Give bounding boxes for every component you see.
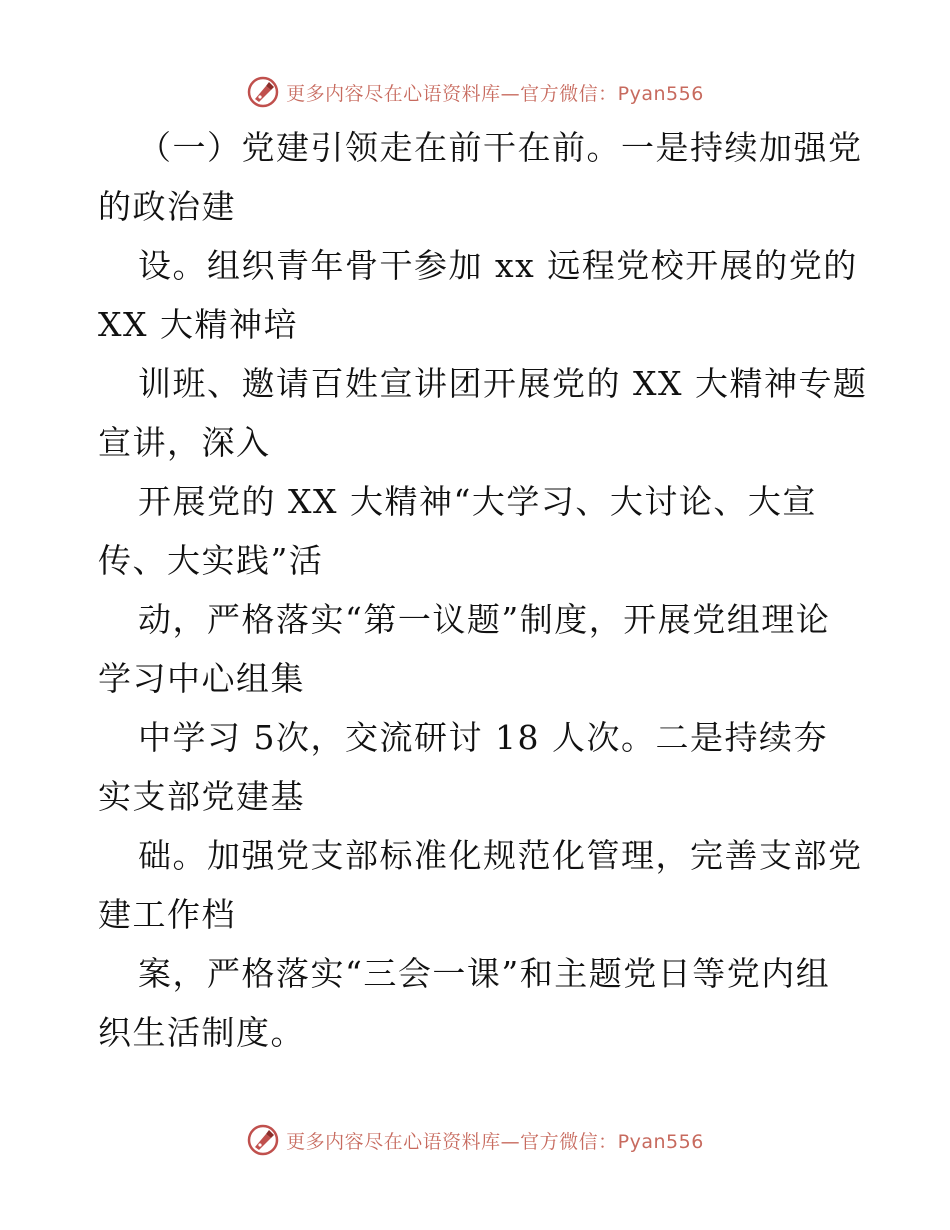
footer-watermark-text: 更多内容尽在心语资料库—官方微信：Pyan556	[286, 1130, 704, 1153]
pen-nib-logo-icon	[246, 75, 280, 109]
paragraph-line: 学习中心组集	[98, 659, 305, 698]
header-watermark-text: 更多内容尽在心语资料库—官方微信：Pyan556	[286, 82, 704, 105]
paragraph-line: 传、大实践”活	[98, 541, 324, 580]
paragraph-line: 动，严格落实“第一议题”制度，开展党组理论	[138, 600, 831, 639]
paragraph-line: 实支部党建基	[98, 777, 305, 816]
paragraph-line: 训班、邀请百姓宣讲团开展党的 XX 大精神专题	[138, 364, 868, 403]
pen-nib-logo-icon	[246, 1123, 280, 1157]
paragraph-line: 中学习 5次，交流研讨 18 人次。二是持续夯	[138, 718, 828, 757]
paragraph-line: 开展党的 XX 大精神“大学习、大讨论、大宣	[138, 482, 817, 521]
paragraph-line: （一）党建引领走在前干在前。一是持续加强党	[138, 128, 863, 167]
paragraph-line: 础。加强党支部标准化规范化管理，完善支部党	[138, 836, 863, 875]
document-body	[98, 118, 868, 1062]
paragraph-line: 设。组织青年骨干参加 xx 远程党校开展的党的	[138, 246, 858, 285]
footer-watermark-banner	[0, 1120, 950, 1160]
paragraph-line: XX 大精神培	[98, 305, 298, 344]
paragraph-line: 织生活制度。	[98, 1013, 305, 1052]
header-watermark-banner	[0, 72, 950, 112]
paragraph-line: 宣讲，深入	[98, 423, 271, 462]
paragraph-line: 的政治建	[98, 187, 236, 226]
paragraph-line: 建工作档	[98, 895, 236, 934]
paragraph-line: 案，严格落实“三会一课”和主题党日等党内组	[138, 954, 831, 993]
